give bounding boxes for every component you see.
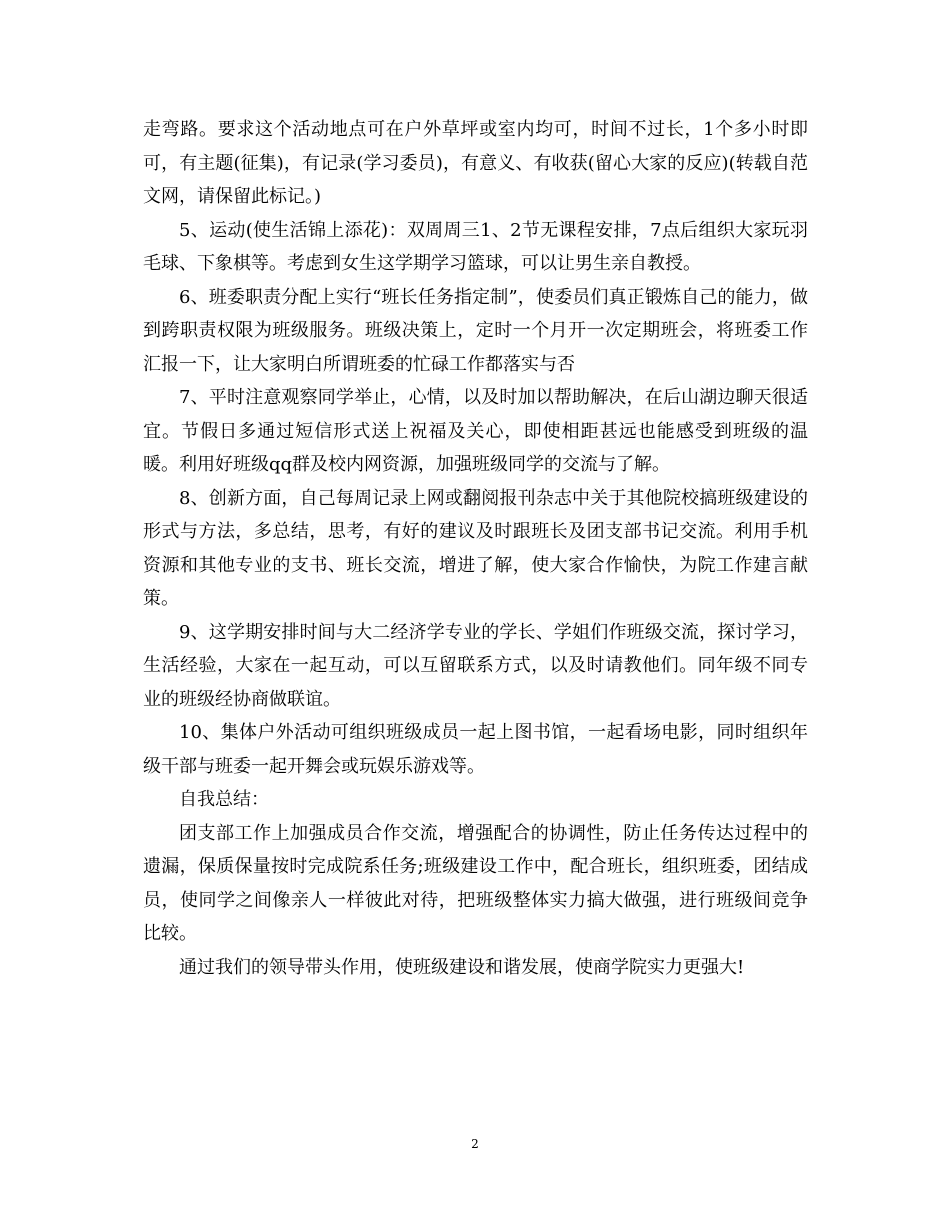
paragraph-closing: 通过我们的领导带头作用，使班级建设和谐发展，使商学院实力更强大! [179, 956, 745, 978]
page-number: 2 [471, 1137, 479, 1151]
paragraph-item-7: 7、平时注意观察同学举止，心情，以及时加以帮助解决，在后山湖边聊天很适宜。节假日多通过短信形式送上祝福及关心，即使相距甚远也能感受到班级的温暖。利用好班级qq群及校内网资源，加强班级同学的交流与了解。 [143, 387, 808, 475]
paragraph-item-8: 8、创新方面，自己每周记录上网或翻阅报刊杂志中关于其他院校搞班级建设的形式与方法，多总结，思考，有好的建议及时跟班长及团支部书记交流。利用手机资源和其他专业的支书、班长交流，增进了解，使大家合作愉快，为院工作建言献策。 [143, 487, 808, 609]
section-heading-self-summary: 自我总结： [179, 789, 269, 810]
paragraph-item-5: 5、运动(使生活锦上添花)：双周周三1、2节无课程安排，7点后组织大家玩羽毛球、下象棋等。考虑到女生这学期学习篮球，可以让男生亲自教授。 [143, 219, 808, 274]
paragraph-continuation: 走弯路。要求这个活动地点可在户外草坪或室内均可，时间不过长，1个多小时即可，有主题(征集)，有记录(学习委员)，有意义、有收获(留心大家的反应)(转载自范文网，请保留此标记。) [143, 119, 808, 207]
paragraph-item-10: 10、集体户外活动可组织班级成员一起上图书馆，一起看场电影，同时组织年级干部与班委一起开舞会或玩娱乐游戏等。 [143, 722, 808, 777]
paragraph-summary-body: 团支部工作上加强成员合作交流，增强配合的协调性，防止任务传达过程中的遗漏，保质保量按时完成院系任务;班级建设工作中，配合班长，组织班委，团结成员，使同学之间像亲人一样彼此对待，把班级整体实力搞大做强，进行班级间竞争比较。 [143, 822, 808, 944]
document-body [143, 113, 808, 984]
paragraph-item-9: 9、这学期安排时间与大二经济学专业的学长、学姐们作班级交流，探讨学习，生活经验，大家在一起互动，可以互留联系方式，以及时请教他们。同年级不同专业的班级经协商做联谊。 [143, 621, 808, 710]
paragraph-item-6: 6、班委职责分配上实行“班长任务指定制”，使委员们真正锻炼自己的能力，做到跨职责权限为班级服务。班级决策上，定时一个月开一次定期班会，将班委工作汇报一下，让大家明白所谓班委的忙碌工作都落实与否 [143, 286, 808, 375]
